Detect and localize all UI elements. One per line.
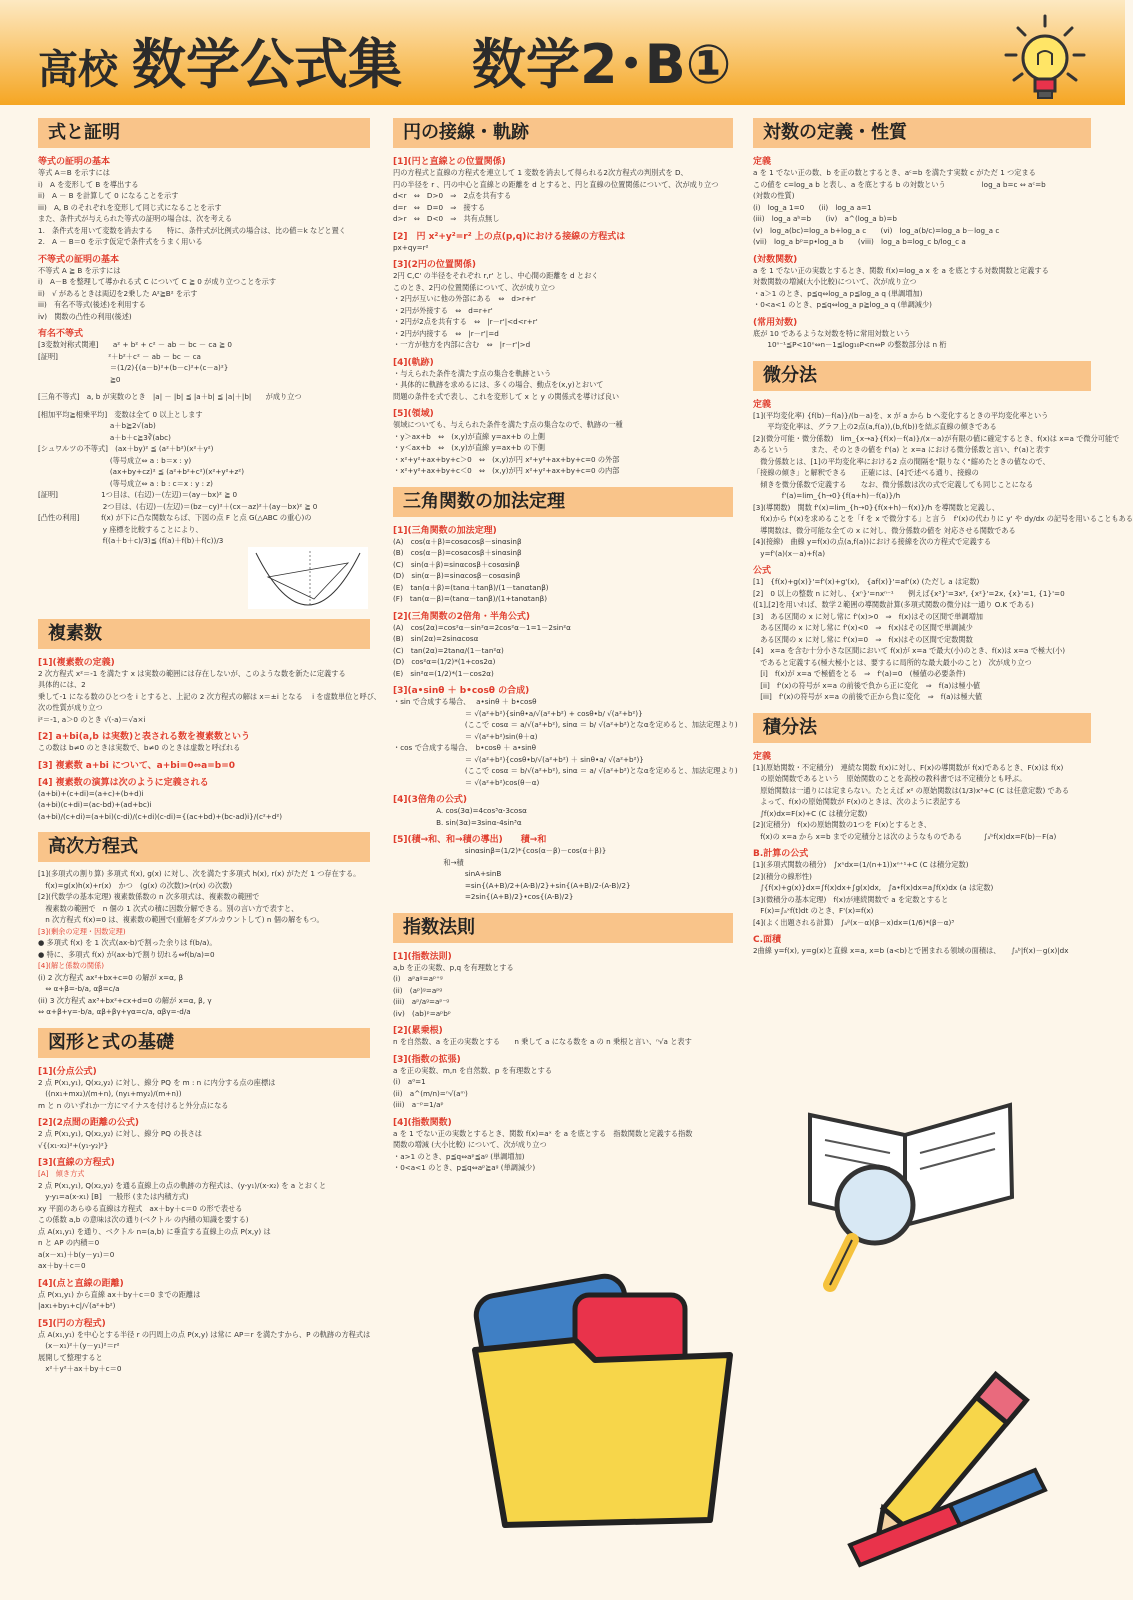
text-line: ・y＜ax+b ⇔ (x,y)が直線 y=ax+b の下側 <box>393 443 545 452</box>
section-title: 図形と式の基礎 <box>38 1028 370 1058</box>
subheading: [2] a+bi(a,b は実数)と表される数を複素数という <box>38 732 251 742</box>
subheading: [1](円と直線との位置関係) <box>393 157 506 167</box>
subheading: 定義 <box>753 399 772 410</box>
text-line: i) A を変形して B を導出する <box>38 179 139 189</box>
subheading: 公式 <box>753 566 772 576</box>
text-line: 不等式 A ≧ B を示すには <box>38 265 121 275</box>
section-differentiation <box>753 361 1133 703</box>
text-line: a を 1 でない正の実数とするとき、関数 f(x)=aˣ を a を底とする 指数関数と定義する指数 <box>393 1128 693 1138</box>
section-title: 指数法則 <box>393 913 733 943</box>
text-line: (E) sin²α=(1/2)*(1－cos2α) <box>393 668 494 678</box>
text-line: [4] x=a を含む十分小さな区間において f(x)が x=a で最大(小)のとき、f(x)は x=a で極大(小) <box>753 646 1066 655</box>
text-line: 複素数の範囲で n 個の 1 次式の積に因数分解できる。別の言い方で表すと、 <box>38 903 299 913</box>
text-line: 点 A(x₁,y₁) を中心とする半径 r の円周上の点 P(x,y) は常に AP＝r を満たすから、P の軌跡の方程式は <box>38 1329 371 1339</box>
text-line: 平均変化率は、グラフ上の2点(a,f(a)),(b,f(b))を結ぶ直線の傾きである <box>753 422 997 431</box>
text-line: iv) 関数の凸性の利用(後述) <box>38 311 132 321</box>
text-line: a,b を正の実数、p,q を有理数とする <box>393 962 514 972</box>
text-line: y 座標を比較することにより、 <box>38 524 203 534</box>
text-line: ∫{f(x)+g(x)}dx=∫f(x)dx+∫g(x)dx, ∫a•f(x)dx=a∫f(x)dx (a は定数) <box>753 883 994 892</box>
text-line: m と n のいずれか一方にマイナスを付けると外分点になる <box>38 1100 229 1110</box>
text-line: (ここで cosα ＝ b/√(a²+b²), sinα ＝ a/ √(a²+b²)となαを定めると、加法定理より) <box>393 766 738 775</box>
subheading: [4](3倍角の公式) <box>393 795 467 805</box>
text-line: (i) aᵖaᵍ=aᵖ⁺ᵍ <box>393 974 443 983</box>
subheading: [4](指数関数) <box>393 1117 452 1128</box>
text-line: (F) tan(α－β)=(tanα－tanβ)/(1+tanαtanβ) <box>393 594 548 603</box>
text-line: [4](接線) 曲線 y=f(x)の点(a,f(a))における接線を次の方程式で定義する <box>753 537 992 546</box>
text-line: ・a＞1 のとき、p≦q⇔log_a p≦log_a q (単調増加) <box>753 288 923 298</box>
text-line: よって、f(x)の原始関数が F(x)のときは、次のように表記する <box>753 797 962 806</box>
text-line: [相加平均≧相乗平均] 変数は全て 0 以上とします <box>38 409 203 419</box>
text-line: B. sin(3α)=3sinα-4sin³α <box>393 817 522 827</box>
folder-icon <box>465 1255 745 1535</box>
subheading: [5](積→和、和→積の導出) 積→和 <box>393 835 547 845</box>
text-line: 10ⁿ⁻¹≦P<10ⁿ⇔n－1≦log₁₀P<n⇔P の整数部分は n 桁 <box>753 340 947 349</box>
text-line: i²＝-1, a＞0 のとき √(-a)＝√a×i <box>38 714 146 724</box>
text-line: ・0<a<1 のとき、p≦q⇔aᵖ≧aᵍ (単調減少) <box>393 1163 536 1172</box>
convex-function-graph <box>248 547 368 609</box>
section-title: 対数の定義・性質 <box>753 118 1091 148</box>
text-line: ・sin で合成する場合、 a•sinθ ＋ b•cosθ <box>393 697 537 706</box>
text-line: [証明] ²＋b²＋c² － ab － bc － ca <box>38 351 201 361</box>
subheading: [3](2円の位置関係) <box>393 260 476 270</box>
text-line: 2 点 P(x₁,y₁), Q(x₂,y₂) を通る直線上の点の軌跡の方程式は、(y-y₁)/(x-x₂) を a とおくと <box>38 1180 327 1190</box>
subheading: 有名不等式 <box>38 329 84 339</box>
section-title: 複素数 <box>38 619 370 649</box>
text-line: (iii) a⁻ᵖ=1/aᵖ <box>393 1100 444 1109</box>
subheading: C.面積 <box>753 935 782 945</box>
subheading: [3](指数の拡張) <box>393 1054 461 1065</box>
text-line: [2](定積分) f(x)の原始関数の1つを F(x)とするとき、 <box>753 820 932 829</box>
text-line: d>r ⇔ D<0 ⇒ 共有点無し <box>393 214 500 223</box>
text-line: 領域についても、与えられた条件を満たす点の集合なので、軌跡の一種 <box>393 420 623 429</box>
text-line: 2. A － B＝0 を示す仮定で条件式をうまく用いる <box>38 237 203 246</box>
text-line: |ax₁+by₁+c|/√(a²+b²) <box>38 1301 116 1310</box>
text-line: iii) A, B のそれぞれを変形して同じ式になることを示す <box>38 202 222 212</box>
text-line: [シュワルツの不等式] (ax＋by)² ≦ (a²＋b²)(x²＋y²) <box>38 444 214 453</box>
pencil-icon <box>830 1330 1070 1590</box>
text-line: =2sin{(A+B)/2}•cos{(A-B)/2} <box>393 892 574 901</box>
page-title <box>38 22 731 99</box>
column-2 <box>393 118 738 1184</box>
text-line: 2 点 P(x₁,y₁), Q(x₂,y₂) に対し、線分 PQ を m : n に内分する点の座標は <box>38 1077 276 1087</box>
text-line: ii) √ があるときは両辺を2乗した A²≧B² を示す <box>38 288 198 298</box>
subheading: [5](領域) <box>393 409 434 419</box>
text-line: [2](代数学の基本定理) 複素数係数の n 次多項式は、複素数の範囲で <box>38 892 260 901</box>
column-3 <box>753 118 1133 967</box>
section-circle-tangent-locus <box>393 118 733 477</box>
text-line: ・2円が外接する ⇔ d=r+r' <box>393 305 493 315</box>
section-integration <box>753 713 1091 957</box>
subheading: [1](分点公式) <box>38 1066 97 1077</box>
text-line: a を 1 でない正の数、b を正の数とするとき、aᶜ=b を満たす実数 c がただ 1 つ定まる <box>753 168 1036 177</box>
text-line: f((a＋b＋c)/3)≦ (f(a)＋f(b)＋f(c))/3 <box>38 536 224 545</box>
text-line: f(x)の x=a から x=b までの定積分とは次のようなものである ∫ₐᵇf(x)dx=F(b)－F(a) <box>753 831 1057 841</box>
section-title: 微分法 <box>753 361 1091 391</box>
text-line: d<r ⇔ D>0 ⇒ 2点を共有する <box>393 191 512 200</box>
text-line: (i) log_a 1=0 (ii) log_a a=1 <box>753 202 872 212</box>
text-line: ax＋by＋c＝0 <box>38 1261 86 1270</box>
text-line: (E) tan(α＋β)=(tanα＋tanβ)/(1－tanαtanβ) <box>393 582 549 592</box>
text-line: 「接線の傾き」と解釈できる 正確には、[4]で述べる通り、接線の <box>753 468 979 477</box>
text-line: F(x)=∫ₐˣf(t)dt のとき、F'(x)=f(x) <box>753 906 874 915</box>
text-line: a を正の実数、m,n を自然数、p を有理数とする <box>393 1065 553 1075</box>
subheading: [3](直線の方程式) <box>38 1158 115 1168</box>
text-line: (C) sin(α＋β)=sinαcosβ＋cosαsinβ <box>393 559 520 569</box>
text-line: ・x²+y²+ax+by+c＞0 ⇔ (x,y)が円 x²+y²+ax+by+c=0 の外部 <box>393 454 620 464</box>
text-line: (ax+by+cz)² ≦ (a²+b²+c²)(x²+y²+z²) <box>38 467 244 476</box>
subheading: [2](累乗根) <box>393 1026 443 1036</box>
magnifier-icon <box>800 1150 940 1300</box>
text-line: (B) cos(α－β)=cosαcosβ＋sinαsinβ <box>393 548 522 557</box>
text-line: ＝ √(a²+b²)sin(θ＋α) <box>393 731 538 741</box>
text-line: ・一方が他方を内部に含む ⇔ |r－r'|>d <box>393 340 531 349</box>
text-line: (vii) log_a bᵖ=p•log_a b (viii) log_a b=log_c b/log_c a <box>753 237 966 246</box>
text-line: であると定義する(極大極小とは、要するに局所的な最大最小のこと) 次が成り立つ <box>753 657 1032 667</box>
subheading: [3] 複素数 a+bi について、a+bi=0⇔a=b=0 <box>38 760 236 771</box>
text-line: [i] f(x)が x=a で極値をとる ⇒ f'(a)=0 (極値の必要条件) <box>753 669 966 678</box>
text-line: (iv) (ab)ᵖ=aᵖbᵖ <box>393 1008 451 1018</box>
text-line: (D) cos²α=(1/2)*(1+cos2α) <box>393 657 496 666</box>
text-line: (等号成立⇔ a : b : c＝x : y : z) <box>38 478 213 488</box>
text-line: [1](平均変化率) {f(b)－f(a)}/(b－a)を、x が a から b へ変化するときの平均変化率という <box>753 410 1049 420</box>
text-line: [2](微分可能・微分係数) lim_{x→a}{f(x)－f(a)}/(x－a)が有限の値に確定するとき、f(x)は x=a で微分可能で <box>753 433 1120 443</box>
subheading: [4] 複素数の演算は次のように定義される <box>38 777 209 788</box>
subheading: [1](複素数の定義) <box>38 657 115 668</box>
text-line: ∫f(x)dx=F(x)+C (C は積分定数) <box>753 808 868 818</box>
text-line: ＝(1/2){(a－b)²+(b－c)²+(c－a)²} <box>38 363 229 372</box>
section-exponent-laws <box>393 913 733 1174</box>
section-complex-numbers <box>38 619 381 823</box>
text-line: (a+bi)(c+di)=(ac-bd)+(ad+bc)i <box>38 800 152 809</box>
text-line: (C) tan(2α)=2tanα/(1－tan²α) <box>393 645 504 655</box>
text-line: 円の方程式と直線の方程式を連立して 1 変数を消去して得られる2次方程式の判別式を D、 <box>393 168 688 177</box>
text-line: 2円 C,C' の半径をそれぞれ r,r' とし、中心間の距離を d とおく <box>393 271 599 280</box>
text-line: (a+bi)+(c+di)=(a+c)+(b+d)i <box>38 788 144 798</box>
text-line: ・0<a<1 のとき、p≦q⇔log_a p≧log_a q (単調減少) <box>753 300 932 309</box>
text-line: a を 1 でない正の実数とするとき、関数 f(x)=log_a x を a を底とする対数関数と定義する <box>753 265 1049 275</box>
text-line: n を自然数、a を正の実数とする n 乗して a になる数を a の n 乗根と言い、ⁿ√a と表す <box>393 1037 692 1046</box>
section-trig-addition <box>393 487 738 903</box>
text-line: [1] {f(x)+g(x)}'=f'(x)+g'(x), {af(x)}'=af'(x) (ただし a は定数) <box>753 577 980 586</box>
text-line: 具体的には、2 <box>38 680 86 689</box>
text-line: 1. 条件式を用いて変数を消去する 特に、条件式が比例式の場合は、比の値＝k などと置く <box>38 225 346 235</box>
section-higher-equations <box>38 832 370 1018</box>
text-line: iii) 有名不等式(後述)を利用する <box>38 300 146 309</box>
text-line: 2つ目は、(右辺)－(左辺)＝(bz－cy)²＋(cx－az)²＋(ay－bx)² ≧ 0 <box>38 501 318 511</box>
subheading: 定義 <box>753 157 772 167</box>
section-title: 三角関数の加法定理 <box>393 487 733 517</box>
text-line: ・2円が内接する ⇔ |r－r'|=d <box>393 328 499 338</box>
subheading: (常用対数) <box>753 317 798 328</box>
text-line: (A) cos(α＋β)=cosαcosβ－sinαsinβ <box>393 536 522 546</box>
text-line: ((nx₁+mx₂)/(m+n), (ny₁+my₂)/(m+n)) <box>38 1089 182 1098</box>
bulb-icon <box>1000 10 1090 110</box>
section-logarithms <box>753 118 1091 351</box>
subheading: 定義 <box>753 751 772 762</box>
text-line: [1](多項式の割り算) 多項式 f(x), g(x) に対し、次を満たす多項式 h(x), r(x) がただ 1 つ存在する。 <box>38 869 361 878</box>
subheading: B.計算の公式 <box>753 849 809 859</box>
text-line: 原始関数は一通りには定まらない。たとえば x² の原始関数は(1/3)x³+C (C は任意定数) である <box>753 785 1070 795</box>
subheading: [1](指数法則) <box>393 951 452 962</box>
text-line: ・2円が互いに他の外部にある ⇔ d>r+r' <box>393 294 536 303</box>
text-line: (x－x₁)²＋(y－y₁)²＝r² <box>38 1341 120 1350</box>
text-line: (等号成立⇔ a : b＝x : y) <box>38 455 192 465</box>
subheading: [2](三角関数の2倍角・半角公式) <box>393 611 530 622</box>
text-line: [1](多項式関数の積分) ∫xⁿdx=(1/(n+1))xⁿ⁺¹+C (C は積分定数) <box>753 860 969 869</box>
text-line: (ii) 3 次方程式 ax³+bx²+cx+d=0 の解が x=α, β, γ <box>38 995 212 1005</box>
text-line: n と AP の内積＝0 <box>38 1238 100 1247</box>
text-line: [iii] f'(x)の符号が x=a の前後で正から負に変化 ⇒ f(a)は極大値 <box>753 692 983 701</box>
text-line: ・a>1 のとき、p≦q⇔aᵖ≦aᵍ (単調増加) <box>393 1151 525 1161</box>
text-line: f(x)=g(x)h(x)+r(x) かつ (g(x) の次数)>(r(x) の次数) <box>38 880 233 890</box>
text-line: 展開して整理すると <box>38 1352 103 1362</box>
text-line: [証明] 1つ目は、(右辺)－(左辺)＝(ay－bx)² ≧ 0 <box>38 490 238 499</box>
text-line: [3](導関数) 関数 f'(x)=lim_{h→0}{f(x+h)－f(x)}/h を導関数と定義し、 <box>753 502 1000 512</box>
text-line: sinA+sinB <box>393 869 502 878</box>
text-line: (B) sin(2α)=2sinαcosα <box>393 634 479 643</box>
text-line: [A] 傾き方式 <box>38 1169 85 1178</box>
text-line: a＋b＋c≧3∛(abc) <box>38 432 171 442</box>
section-title: 円の接線・軌跡 <box>393 118 733 148</box>
text-line: (対数の性質) <box>753 191 795 200</box>
title-main: 数学公式集 <box>132 33 402 96</box>
text-line: [3](微積分の基本定理) f(x)が連続関数で a を定数とすると <box>753 894 949 904</box>
text-line: a＋b≧2√(ab) <box>38 421 156 430</box>
text-line: [三角不等式] a, b が実数のとき |a| － |b| ≦ |a＋b| ≦ |a|＋|b| が成り立つ <box>38 392 302 401</box>
section-title: 積分法 <box>753 713 1091 743</box>
text-line: ＝ √(a²+b²){sinθ•a/√(a²+b²) + cosθ•b/ √(a²+b²)} <box>393 708 643 718</box>
text-line: 等式 A＝B を示すには <box>38 168 110 177</box>
text-line: [3] ある区間の x に対し常に f'(x)>0 ⇒ f(x)はその区間で単調増加 <box>753 611 983 621</box>
text-line: 2 次方程式 x²＝-1 を満たす x は実数の範囲には存在しないが、このような数を新たに定義する <box>38 668 346 678</box>
text-line: [ii] f'(x)の符号が x=a の前後で負から正に変化 ⇒ f(a)は極小値 <box>753 680 981 690</box>
text-line: a(x－x₁)＋b(y－y₁)＝0 <box>38 1249 115 1259</box>
text-line: (iii) log_a aᵇ=b (iv) a^(log_a b)=b <box>753 214 897 223</box>
text-line: ≧0 <box>38 374 121 384</box>
text-line: ・y＞ax+b ⇔ (x,y)が直線 y=ax+b の上側 <box>393 431 545 441</box>
text-line: ・2円が2点を共有する ⇔ |r－r'|<d<r+r' <box>393 317 538 326</box>
text-line: (ここで cosα ＝ a/√(a²+b²), sinα ＝ b/ √(a²+b²)となαを定めると、加法定理より) <box>393 720 738 729</box>
subheading: [5](円の方程式) <box>38 1318 106 1329</box>
text-line: [3変数対称式関連] a² + b² + c² － ab － bc － ca ≧ 0 <box>38 340 232 349</box>
text-line: このとき、2円の位置関係について、次が成り立つ <box>393 282 556 292</box>
text-line: [4](よく出題される計算) ∫ₐᵝ(x－α)(β－x)dx=(1/6)*(β－α)³ <box>753 917 955 927</box>
text-line: 関数の増減 (大小比較) について、次が成り立つ <box>393 1140 547 1149</box>
text-line: (ii) (aᵖ)ᵍ=aᵖᵍ <box>393 985 443 995</box>
text-line: 対数関数の増減(大小比較)について、次が成り立つ <box>753 277 917 286</box>
subheading: (対数関数) <box>753 254 798 265</box>
text-line: ⇔ α+β+γ=-b/a, αβ+βγ+γα=c/a, αβγ=-d/a <box>38 1007 191 1016</box>
text-line: (D) sin(α－β)=sinαcosβ－cosαsinβ <box>393 571 521 580</box>
section-title: 高次方程式 <box>38 832 370 862</box>
text-line: y=f'(a)(x－a)+f(a) <box>753 548 826 558</box>
text-line: ・x²+y²+ax+by+c＜0 ⇔ (x,y)が円 x²+y²+ax+by+c=0 の内部 <box>393 466 620 475</box>
text-line: 2 点 P(x₁,y₁), Q(x₂,y₂) に対し、線分 PQ の長さは <box>38 1129 202 1138</box>
text-line: この数は b≠0 のときは実数で、b≠0 のときは虚数と呼ばれる <box>38 743 241 752</box>
text-line: ・与えられた条件を満たす点の集合を軌跡という <box>393 368 552 378</box>
text-line: sinαsinβ=(1/2)*{cos(α－β)－cos(α＋β)} <box>393 846 607 855</box>
subheading: 等式の証明の基本 <box>38 157 111 167</box>
text-line: (i) 2 次方程式 ax²+bx+c=0 の解が x=α, β <box>38 972 184 982</box>
text-line: [4](解と係数の関係) <box>38 961 105 970</box>
text-line: ・cos で合成する場合、 b•cosθ ＋ a•sinθ <box>393 743 537 752</box>
text-line: [3](剰余の定理・因数定理) <box>38 926 126 936</box>
text-line: ● 多項式 f(x) を 1 次式(ax-b)で割った余りは f(b/a)。 <box>38 938 217 947</box>
section-figures-equations <box>38 1028 370 1375</box>
text-line: A. cos(3α)=4cos³α-3cosα <box>393 806 527 815</box>
text-line: (A) cos(2α)=cos²α－sin²α=2cos²α－1=1－2sin²α <box>393 622 571 632</box>
column-1 <box>38 118 381 1385</box>
text-line: ⇔ α+β=-b/a, αβ=c/a <box>38 984 120 993</box>
text-line: =sin{(A+B)/2+(A-B)/2}+sin{(A+B)/2-(A-B)/2} <box>393 880 631 890</box>
page-header <box>0 0 1125 105</box>
text-line: この係数 a,b の意味は次の通り(ベクトル の内積の知識を要する) <box>38 1215 249 1224</box>
text-line: px+qy=r² <box>393 242 429 252</box>
text-line: 問題の条件を式で表し、これを変形して x と y の関係式を導けば良い <box>393 391 620 401</box>
text-line: (iii) aᵖ/aᵍ=aᵖ⁻ᵍ <box>393 997 450 1006</box>
subheading: [2] 円 x²+y²=r² 上の点(p,q)における接線の方程式は <box>393 231 626 242</box>
text-line: x²＋y²＋ax＋by＋c＝0 <box>38 1364 122 1373</box>
text-line: 乗して-1 になる数のひとつを i とすると、上記の 2 次方程式の解は x＝±i となる i を虚数単位と呼び、 <box>38 691 381 701</box>
subheading: [2](2点間の距離の公式) <box>38 1118 139 1128</box>
text-line: (i) a⁰=1 <box>393 1077 426 1086</box>
text-line: また、条件式が与えられた等式の証明の場合は、次を考える <box>38 214 233 223</box>
text-line: の原始関数であるという 原始関数のことを高校の教科書では不定積分とも呼ぶ。 <box>753 774 1027 783</box>
text-line: [凸性の利用] f(x) が下に凸な関数ならば、下図の点 F と点 G(△ABC の重心)の <box>38 513 312 522</box>
subheading: [4](軌跡) <box>393 357 434 368</box>
title-prefix: 高校 <box>38 47 118 93</box>
text-line: 点 A(x₁,y₁) を通り、ベクトル n=(a,b) に垂直する直線上の点 P(x,y) は <box>38 1226 271 1236</box>
text-line: [2](積分の線形性) <box>753 871 812 881</box>
text-line: 微分係数とは、[1]の平均変化率における2 点の間隔を"限りなく"縮めたときの値なので、 <box>753 456 1050 466</box>
text-line: この値を c=log_a b と表し、a を底とする b の対数という log_a b=c ⇔ aᶜ=b <box>753 179 1046 189</box>
subheading: 不等式の証明の基本 <box>38 254 120 265</box>
section-title: 式と証明 <box>38 118 370 148</box>
text-line: 和→積 <box>393 857 464 867</box>
text-line: n 次方程式 f(x)=0 は、複素数の範囲で(重解をダブルカウントして) n 個の解をもつ。 <box>38 915 324 924</box>
text-line: xy 平面のあらゆる直線は方程式 ax＋by＋c＝0 の形で表せる <box>38 1203 243 1213</box>
text-line: 導関数は、微分可能な全ての x に対し、微分係数の値を 対応させる関数である <box>753 525 1016 535</box>
text-line: i) A－B を整理して導かれる式 C について C ≧ 0 が成り立つことを示す <box>38 277 277 286</box>
text-line: d=r ⇔ D=0 ⇒ 接する <box>393 202 486 212</box>
title-subtitle: 数学2･B① <box>472 33 732 96</box>
subheading: [1](三角関数の加法定理) <box>393 525 497 536</box>
subheading: [3](a•sinθ ＋ b•cosθ の合成) <box>393 686 530 696</box>
subheading: [4](点と直線の距離) <box>38 1278 124 1289</box>
text-line: ・具体的に軌跡を求めるには、多くの場合、動点を(x,y)とおいて <box>393 380 604 389</box>
text-line: ● 特に、多項式 f(x) が(ax-b)で割り切れる⇔f(b/a)=0 <box>38 949 215 959</box>
text-line: 底が 10 であるような対数を特に常用対数という <box>753 328 911 338</box>
text-line: [2] 0 以上の整数 n に対し、{xⁿ}'=nxⁿ⁻¹ 例えば{x³}'=3x², {x²}'=2x, {x}'=1, {1}'=0 <box>753 588 1065 598</box>
text-line: ([1],[2]を用いれば、数学２範囲の導関数計算(多項式関数の微分)は一通り O.K である) <box>753 600 1034 609</box>
text-line: (ii) a^(m/n)=ⁿ√(aᵐ) <box>393 1088 468 1098</box>
text-line: (v) log_a(bc)=log_a b+log_a c (vi) log_a(b/c)=log_a b－log_a c <box>753 225 1000 235</box>
text-line: f'(a)=lim_{h→0}{f(a+h)－f(a)}/h <box>753 491 901 500</box>
text-line: ii) A － B を計算して 0 になることを示す <box>38 191 179 200</box>
text-line: ＝ √(a²+b²)cos(θ－α) <box>393 777 540 787</box>
text-line: 次の性質が成り立つ <box>38 703 103 712</box>
text-line: √{(x₁-x₂)²+(y₁-y₂)²} <box>38 1140 109 1150</box>
text-line: あるという また、そのときの値を f'(a) と x=a における微分係数と言い、f'(a)と表す <box>753 445 1051 454</box>
text-line: ある区間の x に対し常に f'(x)<0 ⇒ f(x)はその区間で単調減少 <box>753 623 973 632</box>
text-line: 傾きを微分係数で定義する なお、微分係数は次の式で定義しても同じことになる <box>753 479 1034 489</box>
text-line: 点 P(x₁,y₁) から直線 ax＋by＋c＝0 までの距離は <box>38 1289 201 1299</box>
text-line: ある区間の x に対し常に f'(x)=0 ⇒ f(x)はその区間で定数関数 <box>753 634 973 644</box>
text-line: 円の半径を r 、円の中心と直線との距離を d とすると、円と直線の位置関係について、次が成り立つ <box>393 179 719 189</box>
text-line: y-y₁=a(x-x₁) [B] 一般形 (または内積方式) <box>38 1192 189 1201</box>
section-equations-proof <box>38 118 370 609</box>
text-line: 2曲線 y=f(x), y=g(x)と直線 x=a, x=b (a<b)とで囲まれる領域の面積は、 ∫ₐᵇ|f(x)－g(x)|dx <box>753 946 1069 955</box>
text-line: f(x)から f'(x)を求めることを「f を x で微分する」と言う f'(x)の代わりに y' や dy/dx の記号を用いることもある <box>753 514 1133 523</box>
text-line: ＝ √(a²+b²){cosθ•b/√(a²+b²) ＋ sinθ•a/ √(a²+b²)} <box>393 754 644 764</box>
text-line: [1](原始関数・不定積分) 連続な関数 f(x)に対し、F(x)の導関数が f(x)であるとき、F(x)は f(x) <box>753 762 1064 772</box>
text-line: (a+bi)/(c+di)=(a+bi)(c-di)/(c+di)(c-di)={(ac+bd)+(bc-ad)i}/(c²+d²) <box>38 811 283 821</box>
